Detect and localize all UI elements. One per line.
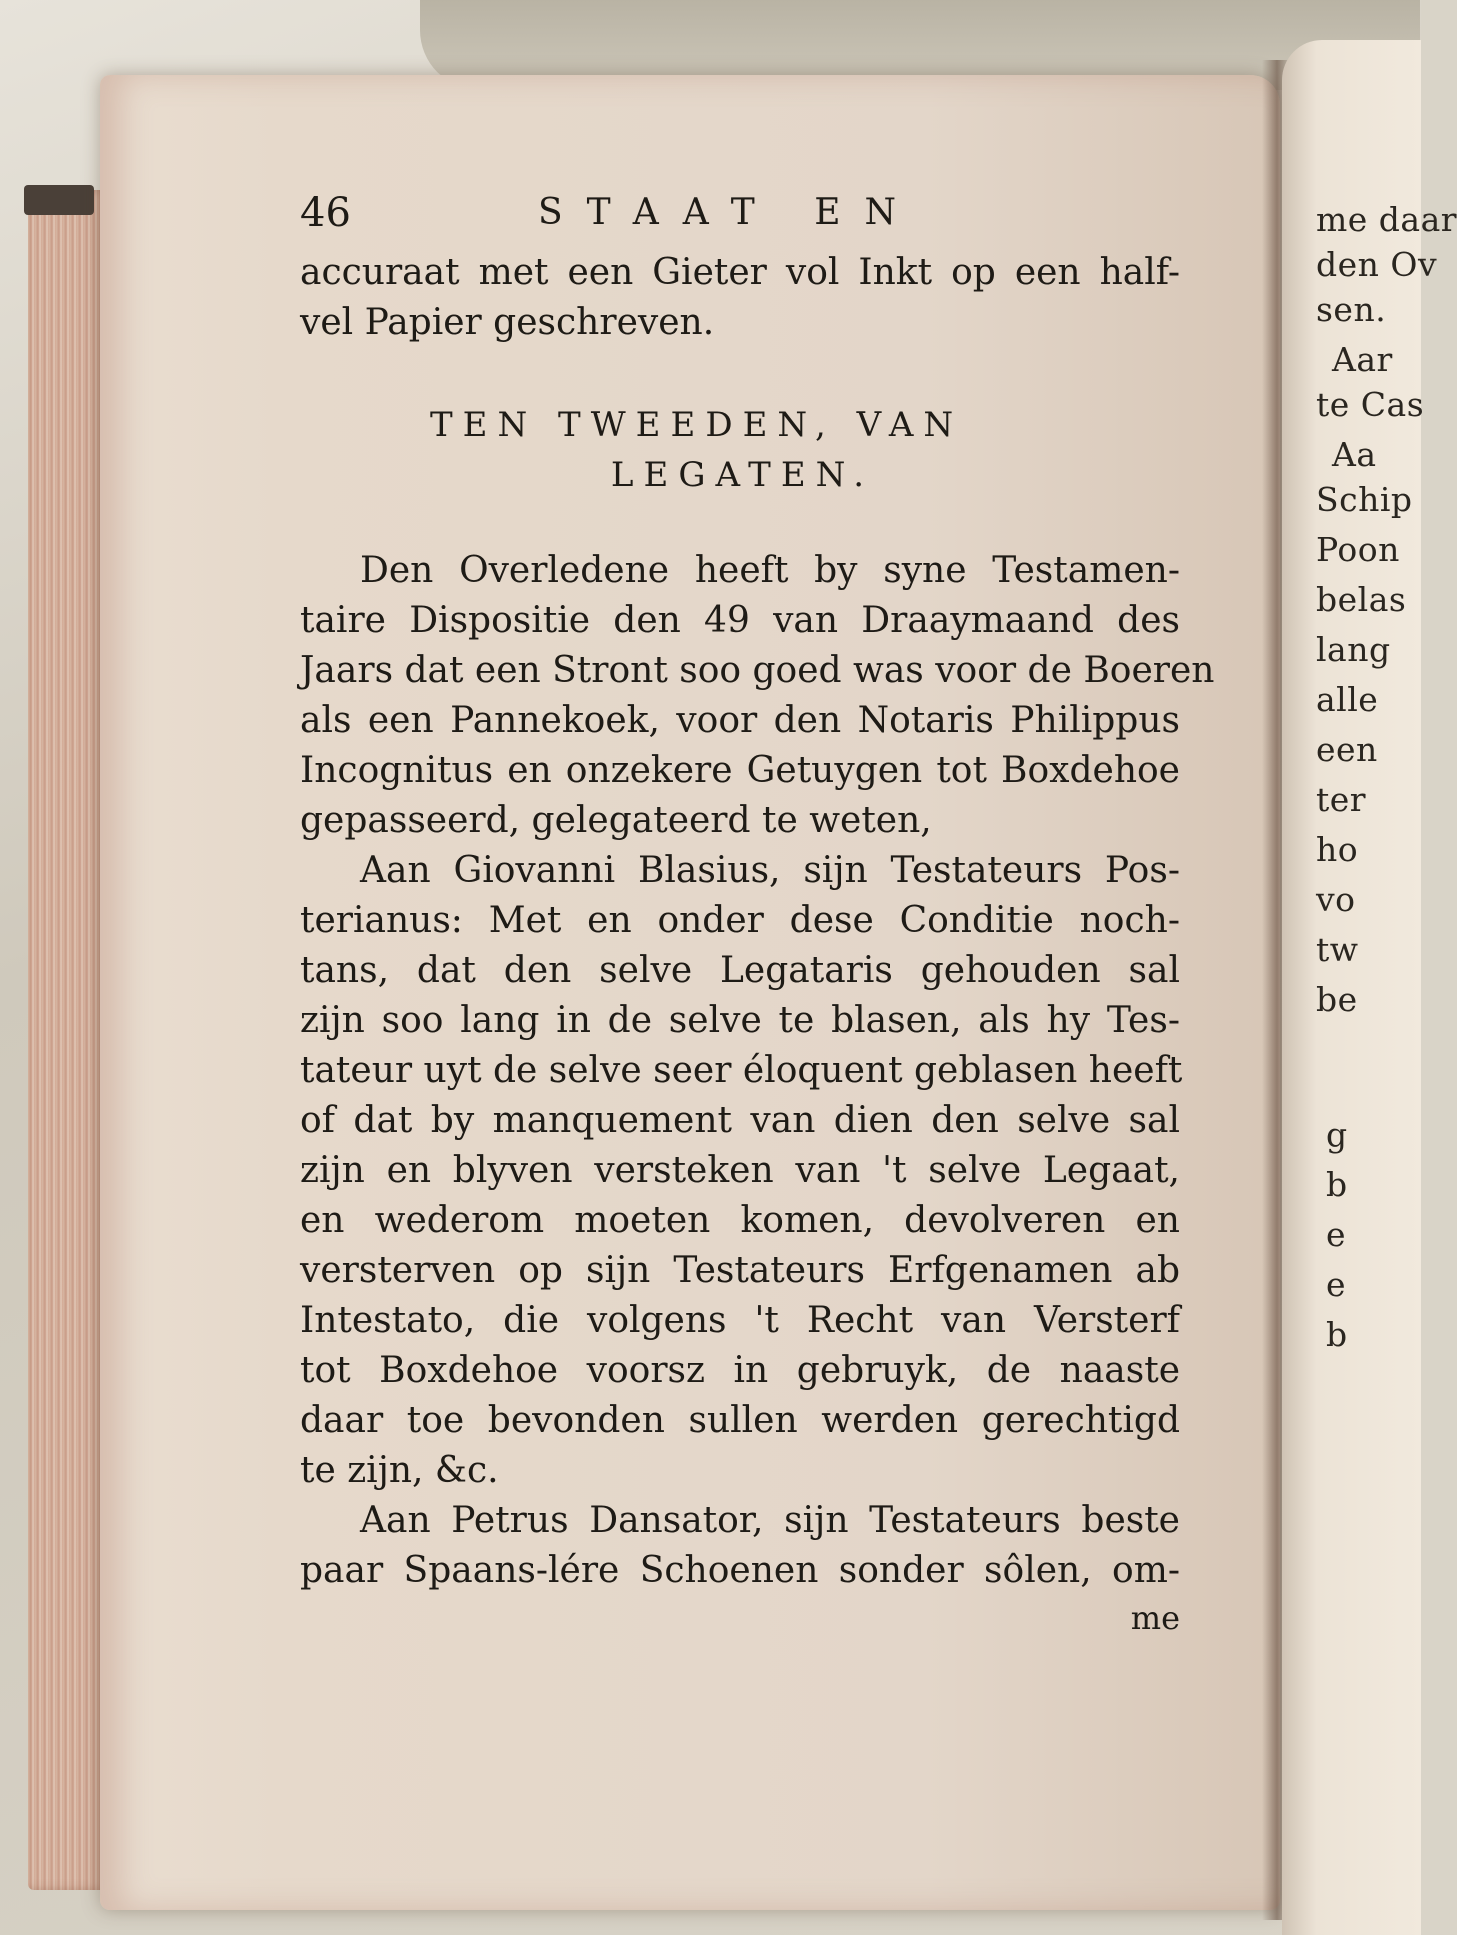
facing-line: den Ov bbox=[1316, 245, 1438, 284]
paragraph-3 bbox=[300, 1496, 1180, 1596]
text-line: te zijn, &c. bbox=[300, 1450, 499, 1491]
catchword: me bbox=[1130, 1599, 1180, 1637]
text-line: taire Dispositie den 49 van Draaymaand des bbox=[300, 600, 1180, 641]
text-line: zijn en blyven versteken van 't selve Legaat, bbox=[300, 1150, 1180, 1191]
facing-line: belas bbox=[1316, 580, 1407, 619]
text-line: Jaars dat een Stront soo goed was voor de Boeren bbox=[300, 650, 1215, 691]
text-line: tot Boxdehoe voorsz in gebruyk, de naaste bbox=[300, 1350, 1180, 1391]
book-page-edges bbox=[28, 190, 106, 1890]
text-line: Intestato, die volgens 't Recht van Versterf bbox=[300, 1300, 1180, 1341]
facing-line: Aar bbox=[1332, 340, 1393, 379]
text-line: zijn soo lang in de selve te blasen, als hy Tes- bbox=[300, 1000, 1180, 1041]
facing-line: b bbox=[1326, 1315, 1348, 1354]
facing-line: Schip bbox=[1316, 480, 1413, 519]
text-line: versterven op sijn Testateurs Erfgenamen ab bbox=[300, 1250, 1180, 1291]
text-line: paar Spaans-lére Schoenen sonder sôlen, om- bbox=[300, 1550, 1180, 1591]
text-line: vel Papier geschreven. bbox=[300, 302, 715, 343]
text-line: of dat by manquement van dien den selve sal bbox=[300, 1100, 1180, 1141]
paragraph-2 bbox=[300, 846, 1183, 1496]
page-number: 46 bbox=[300, 190, 351, 236]
facing-line: Poon bbox=[1316, 530, 1400, 569]
text-line: Aan Giovanni Blasius, sijn Testateurs Pos- bbox=[360, 850, 1180, 891]
facing-line: g bbox=[1326, 1115, 1348, 1154]
text-line: terianus: Met en onder dese Conditie noch- bbox=[300, 900, 1180, 941]
text-line: Aan Petrus Dansator, sijn Testateurs beste bbox=[360, 1500, 1180, 1541]
facing-line: me daar bbox=[1316, 200, 1457, 239]
page-text bbox=[300, 190, 1215, 1640]
facing-line: e bbox=[1326, 1265, 1347, 1304]
text-line: daar toe bevonden sullen werden gerechtigd bbox=[300, 1400, 1180, 1441]
text-line: gepasseerd, gelegateerd te weten, bbox=[300, 800, 932, 841]
facing-line: Aa bbox=[1332, 435, 1377, 474]
facing-line: te Cas bbox=[1316, 385, 1425, 424]
facing-line: sen. bbox=[1316, 290, 1387, 329]
facing-line: b bbox=[1326, 1165, 1348, 1204]
section-heading-continued: LEGATEN. bbox=[610, 455, 875, 495]
text-line: Incognitus en onzekere Getuygen tot Boxdehoe bbox=[300, 750, 1180, 791]
facing-line: be bbox=[1316, 980, 1358, 1019]
running-head: STAAT EN bbox=[538, 192, 920, 233]
paragraph-1 bbox=[300, 546, 1215, 846]
facing-line: alle bbox=[1316, 680, 1379, 719]
text-line: Den Overledene heeft by syne Testamen- bbox=[360, 550, 1180, 591]
facing-line: een bbox=[1316, 730, 1378, 769]
text-line: tans, dat den selve Legataris gehouden sal bbox=[300, 950, 1180, 991]
text-line: tateur uyt de selve seer éloquent geblasen heeft bbox=[300, 1050, 1183, 1091]
page-header bbox=[300, 190, 1180, 248]
book-spine bbox=[24, 185, 94, 215]
facing-line: e bbox=[1326, 1215, 1347, 1254]
facing-line: tw bbox=[1316, 930, 1359, 969]
facing-line: ter bbox=[1316, 780, 1367, 819]
facing-line: lang bbox=[1316, 630, 1391, 669]
facing-line: ho bbox=[1316, 830, 1359, 869]
text-line: als een Pannekoek, voor den Notaris Philippus bbox=[300, 700, 1180, 741]
text-line: en wederom moeten komen, devolveren en bbox=[300, 1200, 1180, 1241]
facing-line: vo bbox=[1316, 880, 1356, 919]
section-heading: TEN TWEEDEN, VAN bbox=[430, 405, 964, 445]
text-line: accuraat met een Gieter vol Inkt op een half- bbox=[300, 252, 1180, 293]
right-facing-page bbox=[1282, 40, 1457, 1935]
